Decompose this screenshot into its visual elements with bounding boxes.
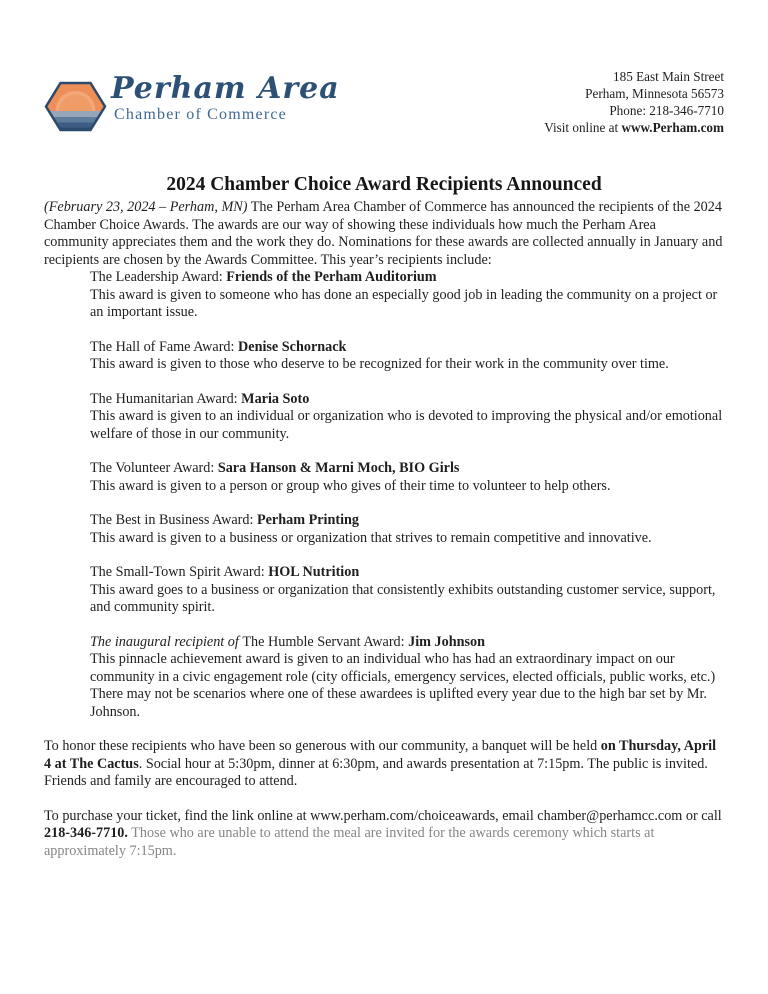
award-recipient: Friends of the Perham Auditorium bbox=[226, 269, 437, 285]
dateline: (February 23, 2024 – Perham, MN) bbox=[44, 199, 248, 215]
award-heading bbox=[90, 460, 724, 478]
awards-list bbox=[44, 269, 724, 721]
letterhead bbox=[44, 66, 724, 146]
page-title: 2024 Chamber Choice Award Recipients Announced bbox=[166, 174, 602, 195]
award-recipient: Perham Printing bbox=[256, 512, 360, 528]
banquet-paragraph bbox=[44, 738, 724, 791]
award-recipient: Denise Schornack bbox=[238, 338, 347, 355]
award-item-humanitarian bbox=[90, 391, 724, 444]
award-heading bbox=[90, 391, 724, 409]
award-heading bbox=[90, 634, 724, 652]
website-url: www.Perham.com bbox=[621, 120, 724, 135]
tickets-text-before: To purchase your ticket, find the link online at www.perham.com/choiceawards, email chamber@perhamcc.com or call bbox=[44, 807, 722, 824]
award-item-humble-servant bbox=[90, 634, 724, 722]
award-heading bbox=[90, 564, 724, 582]
award-heading bbox=[90, 269, 724, 287]
award-label: The Leadership Award: bbox=[90, 269, 227, 285]
banquet-details-bold: on Thursday, April 4 at The Cactus bbox=[44, 738, 717, 772]
award-item-volunteer bbox=[90, 460, 724, 495]
award-recipient: Maria Soto bbox=[241, 390, 310, 407]
visit-prefix: Visit online at bbox=[544, 120, 622, 135]
sunset-hexagon-icon bbox=[44, 78, 107, 135]
tickets-paragraph bbox=[44, 808, 724, 861]
award-description: This award is given to a business or organization that strives to remain competitive and innovative. bbox=[90, 529, 652, 546]
award-description: This award is given to someone who has done an especially good job in leading the community on a project or an important issue. bbox=[90, 286, 718, 320]
award-prefix: The inaugural recipient of bbox=[90, 633, 243, 650]
award-recipient: HOL Nutrition bbox=[268, 564, 360, 580]
address-line-street: 185 East Main Street bbox=[613, 69, 724, 84]
award-description: This award is given to a person or group who gives of their time to volunteer to help others. bbox=[90, 477, 611, 494]
contact-block bbox=[544, 68, 724, 136]
intro-text: The Perham Area Chamber of Commerce has announced the recipients of the 2024 Chamber Choice Awards. The awards are our way of showing these individuals how much the Perham Area community appreciates them and the work they do. Nominations for these awards are collected annually in January and recipients are chosen by the Awards Committee. This year’s recipients include: bbox=[44, 199, 723, 268]
award-label: The Humanitarian Award: bbox=[90, 390, 242, 407]
logo-wordmark bbox=[111, 72, 340, 123]
address-line-web bbox=[544, 119, 724, 136]
award-label: The Small-Town Spirit Award: bbox=[90, 564, 269, 580]
award-label: The Hall of Fame Award: bbox=[90, 338, 239, 355]
award-description: This award goes to a business or organization that consistently exhibits outstanding customer service, support, and community spirit. bbox=[90, 581, 716, 615]
award-recipient: Sara Hanson & Marni Moch, BIO Girls bbox=[217, 460, 460, 476]
award-description: This pinnacle achievement award is given to an individual who has had an extraordinary impact on our community in a civic engagement role (city officials, emergency services, elected officials, public works, etc.) There may not be scenarios where one of these awardees is uplifted every year due to the high bar set by Mr. Johnson. bbox=[90, 651, 716, 720]
award-description: This award is given to an individual or organization who is devoted to improving the physical and/or emotional welfare of those in our community. bbox=[90, 408, 723, 442]
tickets-phone: 218-346-7710. bbox=[44, 825, 128, 841]
award-recipient: Jim Johnson bbox=[408, 633, 486, 650]
award-heading bbox=[90, 512, 724, 530]
brand-name: Perham Area bbox=[111, 71, 340, 106]
banquet-text-after: . Social hour at 5:30pm, dinner at 6:30pm, and awards presentation at 7:15pm. The public is invited. Friends and family are encouraged to attend. bbox=[44, 755, 708, 789]
award-label: The Best in Business Award: bbox=[90, 512, 257, 528]
award-label: The Humble Servant Award: bbox=[242, 633, 409, 650]
award-description: This award is given to those who deserve to be recognized for their work in the community over time. bbox=[90, 356, 669, 372]
award-item-leadership bbox=[90, 269, 724, 322]
intro-paragraph bbox=[44, 199, 724, 269]
tickets-gray-note: Those who are unable to attend the meal are invited for the awards ceremony which starts at approximately 7:15pm. bbox=[44, 825, 655, 859]
award-item-hall-of-fame bbox=[90, 339, 724, 374]
address-line-city: Perham, Minnesota 56573 bbox=[585, 86, 724, 101]
brand-subtitle: Chamber of Commerce bbox=[114, 106, 287, 123]
award-label: The Volunteer Award: bbox=[90, 460, 218, 476]
award-heading bbox=[90, 339, 724, 357]
banquet-text-before: To honor these recipients who have been so generous with our community, a banquet will be held bbox=[44, 738, 601, 754]
chamber-logo bbox=[44, 72, 340, 135]
award-item-best-in-business bbox=[90, 512, 724, 547]
award-item-small-town-spirit bbox=[90, 564, 724, 617]
address-line-phone: Phone: 218-346-7710 bbox=[609, 103, 724, 118]
